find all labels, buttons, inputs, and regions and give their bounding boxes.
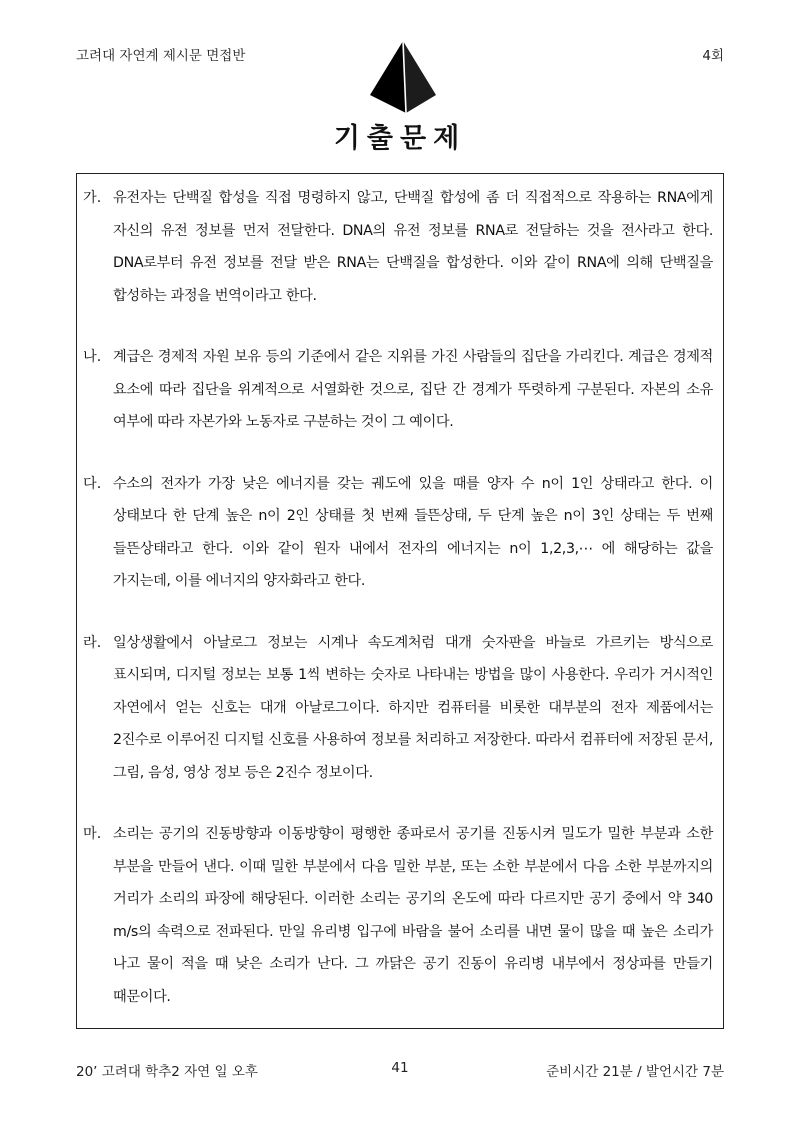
passage-marker: 나.: [83, 349, 102, 365]
passage-ra: [83, 627, 713, 790]
passage-ga: [83, 182, 713, 312]
passage-marker: 라.: [83, 634, 102, 651]
footer-time-info: 준비시간 21분 / 발언시간 7분: [546, 1064, 724, 1080]
passage-text: 계급은 경제적 자원 보유 등의 기준에서 같은 지위를 가진 사람들의 집단을 가리킨다. 계급은 경제적 요소에 따라 집단을 위계적으로 서열화한 것으로, 집단 간 경계가 뚜렷하게 구분된다. 자본의 소유 여부에 따라 자본가와 노동자로 구분하는 것이 그 예이다.: [113, 349, 713, 430]
passage-marker: 마.: [83, 826, 102, 842]
passage-ma: [83, 818, 713, 1013]
page-title: 기출문제: [333, 123, 467, 154]
passage-text: 소리는 공기의 진동방향과 이동방향이 평행한 종파로서 공기를 진동시켜 밀도가 밀한 부분과 소한 부분을 만들어 낸다. 이때 밀한 부분에서 다음 밀한 부분, 또는 소한 부분에서 다음 소한 부분까지의 거리가 소리의 파장에 해당된다. 이러한 소리는 공기의 온도에 따라 다르지만 공기 중에서 약 340 m/s의 속력으로 전파된다. 만일 유리병 입구에 바람을 불어 소리를 내면 물이 많을 때 높은 소리가 나고 물이 적을 때 낮은 소리가 난다. 그 까닭은 공기 진동이 유리병 내부에서 정상파를 만들기 때문이다.: [113, 826, 713, 1005]
passage-text: 수소의 전자가 가장 낮은 에너지를 갖는 궤도에 있을 때를 양자 수 n이 1인 상태라고 한다. 이 상태보다 한 단계 높은 n이 2인 상태를 첫 번째 들뜬상태, 두 단계 높은 n이 3인 상태는 두 번째 들뜬상태라고 한다. 이와 같이 원자 내에서 전자의 에너지는 n이 1,2,3,⋯ 에 해당하는 값을 가지는데, 이를 에너지의 양자화라고 한다.: [113, 475, 713, 589]
page-number: 41: [391, 1060, 409, 1076]
footer-source: 20’ 고려대 학추2 자연 일 오후: [76, 1064, 258, 1080]
header-course-title: 고려대 자연계 제시문 면접반: [76, 48, 246, 64]
passage-marker: 다.: [83, 475, 102, 492]
passage-text: 유전자는 단백질 합성을 직접 명령하지 않고, 단백질 합성에 좀 더 직접적으로 작용하는 RNA에게 자신의 유전 정보를 먼저 전달한다. DNA의 유전 정보를 RNA로 전달하는 것을 전사라고 한다. DNA로부터 유전 정보를 전달 받은 RNA는 단백질을 합성한다. 이와 같이 RNA에 의해 단백질을 합성하는 과정을 번역이라고 한다.: [113, 190, 713, 304]
pyramid-icon: [366, 40, 440, 114]
header-session-number: 4회: [702, 48, 724, 64]
passage-na: [83, 341, 713, 439]
passages-box: [76, 173, 724, 1029]
passage-da: [83, 468, 713, 598]
passage-text: 일상생활에서 아날로그 정보는 시계나 속도계처럼 대개 숫자판을 바늘로 가르키는 방식으로 표시되며, 디지털 정보는 보통 1씩 변하는 숫자로 나타내는 방법을 많이 사용한다. 우리가 거시적인 자연에서 얻는 신호는 대개 아날로그이다. 하지만 컴퓨터를 비롯한 대부분의 전자 제품에서는 2진수로 이루어진 디지털 신호를 사용하여 정보를 처리하고 저장한다. 따라서 컴퓨터에 저장된 문서, 그림, 음성, 영상 정보 등은 2진수 정보이다.: [113, 634, 713, 781]
passage-marker: 가.: [83, 190, 102, 206]
